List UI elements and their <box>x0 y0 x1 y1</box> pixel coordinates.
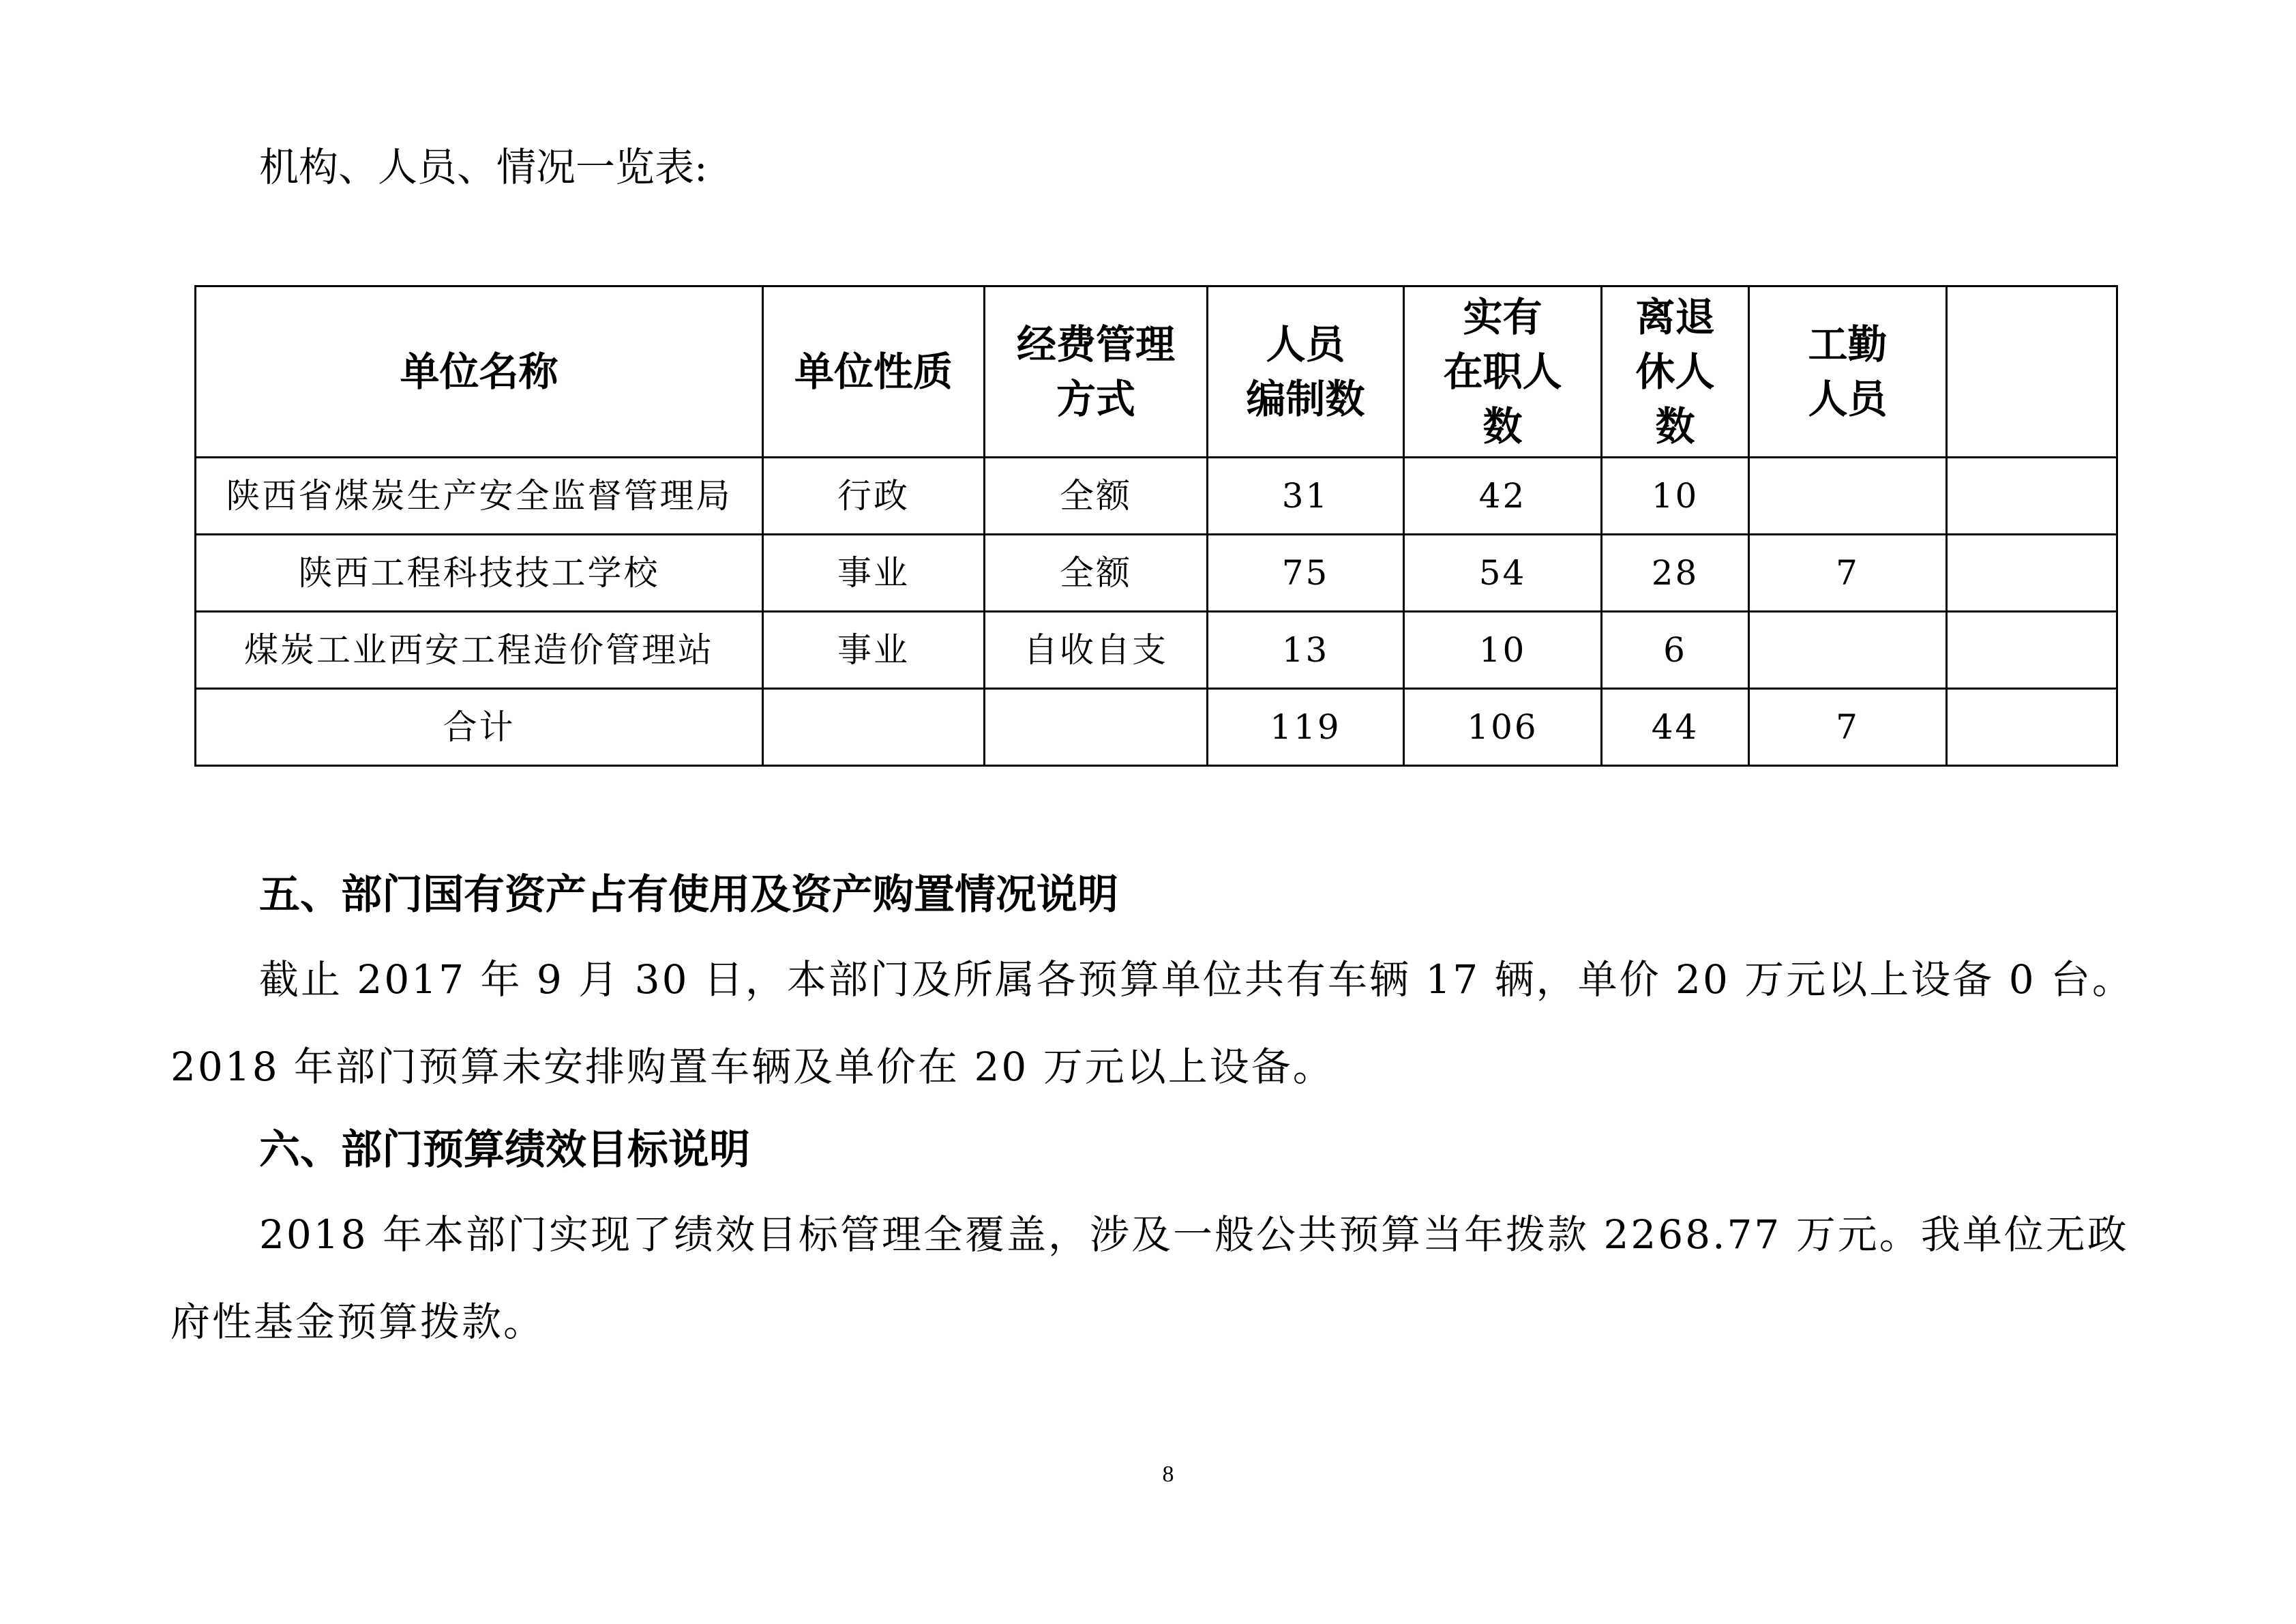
cell-service-staff <box>1749 458 1947 535</box>
header-line: 数 <box>1482 403 1523 449</box>
staffing-table <box>194 285 2118 767</box>
section-six-heading: 六、部门预算绩效目标说明 <box>259 1126 750 1174</box>
cell-blank <box>1947 689 2117 766</box>
header-line: 方式 <box>1056 376 1135 422</box>
cell-unit-nature <box>763 689 985 766</box>
header-retired-staff <box>1602 286 1749 458</box>
cell-blank <box>1947 535 2117 612</box>
header-line: 离退 <box>1635 294 1715 340</box>
cell-funding-mode: 全额 <box>985 535 1208 612</box>
header-line: 工勤 <box>1808 321 1888 368</box>
cell-actual-staff: 106 <box>1404 689 1602 766</box>
header-line: 人员 <box>1266 321 1345 368</box>
header-funding-mode <box>985 286 1208 458</box>
cell-service-staff: 7 <box>1749 689 1947 766</box>
header-line: 单位性质 <box>794 349 953 395</box>
cell-retired-staff: 10 <box>1602 458 1749 535</box>
cell-funding-mode: 全额 <box>985 458 1208 535</box>
header-line: 数 <box>1655 403 1695 449</box>
cell-unit-name: 陕西工程科技技工学校 <box>196 535 763 612</box>
header-blank <box>1947 286 2117 458</box>
cell-retired-staff: 6 <box>1602 612 1749 689</box>
cell-retired-staff: 28 <box>1602 535 1749 612</box>
header-actual-staff <box>1404 286 1602 458</box>
header-line: 休人 <box>1635 349 1715 395</box>
header-unit-nature <box>763 286 985 458</box>
cell-authorized-staff: 31 <box>1208 458 1404 535</box>
header-unit-name <box>196 286 763 458</box>
section-six-body: 2018 年本部门实现了绩效目标管理全覆盖，涉及一般公共预算当年拨款 2268.77 万元。我单位无政府性基金预算拨款。 <box>170 1211 2129 1345</box>
header-authorized-staff <box>1208 286 1404 458</box>
table-row <box>196 612 2117 689</box>
header-service-staff <box>1749 286 1947 458</box>
table-header-row <box>196 286 2117 458</box>
cell-funding-mode: 自收自支 <box>985 612 1208 689</box>
cell-unit-nature: 事业 <box>763 535 985 612</box>
cell-service-staff: 7 <box>1749 535 1947 612</box>
header-line: 编制数 <box>1246 376 1365 422</box>
header-line: 实有 <box>1463 294 1542 340</box>
cell-authorized-staff: 13 <box>1208 612 1404 689</box>
cell-actual-staff: 54 <box>1404 535 1602 612</box>
section-five-heading: 五、部门国有资产占有使用及资产购置情况说明 <box>259 871 1118 919</box>
cell-service-staff <box>1749 612 1947 689</box>
cell-retired-staff: 44 <box>1602 689 1749 766</box>
cell-authorized-staff: 75 <box>1208 535 1404 612</box>
table-intro-line: 机构、人员、情况一览表: <box>259 144 708 190</box>
cell-actual-staff: 42 <box>1404 458 1602 535</box>
cell-blank <box>1947 612 2117 689</box>
table-row <box>196 535 2117 612</box>
table-row <box>196 458 2117 535</box>
header-line: 在职人 <box>1443 349 1562 395</box>
cell-unit-nature: 行政 <box>763 458 985 535</box>
page-number: 8 <box>1162 1462 1174 1487</box>
table-total-row <box>196 689 2117 766</box>
cell-unit-name: 陕西省煤炭生产安全监督管理局 <box>196 458 763 535</box>
cell-actual-staff: 10 <box>1404 612 1602 689</box>
cell-unit-nature: 事业 <box>763 612 985 689</box>
cell-total-label: 合计 <box>196 689 763 766</box>
header-line: 经费管理 <box>1016 321 1175 368</box>
header-line: 人员 <box>1808 376 1888 422</box>
section-five-body: 截止 2017 年 9 月 30 日，本部门及所属各预算单位共有车辆 17 辆，单价 20 万元以上设备 0 台。2018 年部门预算未安排购置车辆及单价在 20 万元以上设备。 <box>170 956 2134 1090</box>
cell-blank <box>1947 458 2117 535</box>
cell-unit-name: 煤炭工业西安工程造价管理站 <box>196 612 763 689</box>
cell-funding-mode <box>985 689 1208 766</box>
cell-authorized-staff: 119 <box>1208 689 1404 766</box>
header-line: 单位名称 <box>400 349 558 395</box>
